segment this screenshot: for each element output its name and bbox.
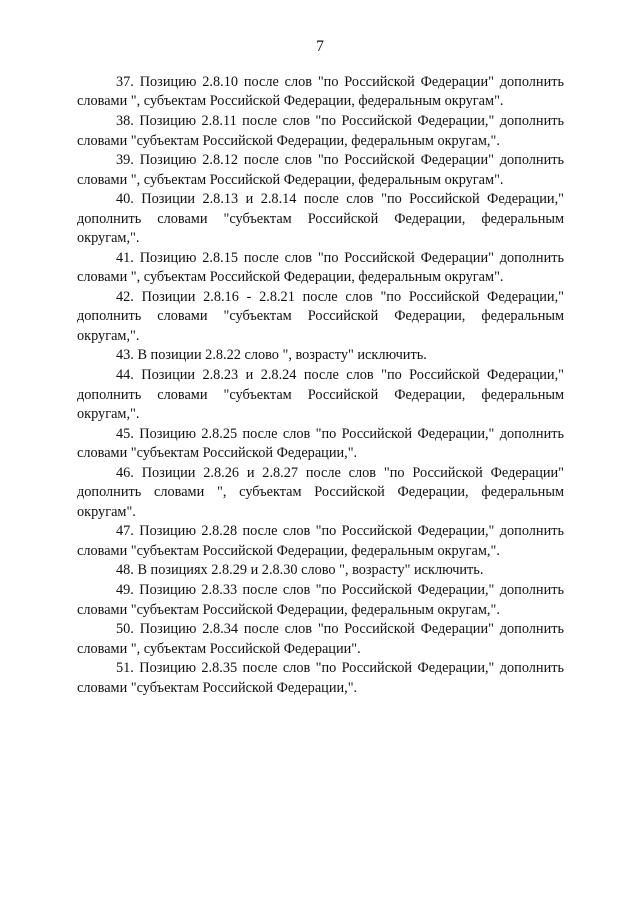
paragraph-41: 41. Позицию 2.8.15 после слов "по Российской Федерации" дополнить словами ", субъектам Российской Федерации, федеральным округам". — [77, 249, 564, 286]
paragraph-45: 45. Позицию 2.8.25 после слов "по Российской Федерации," дополнить словами "субъектам Российской Федерации,". — [77, 425, 564, 462]
paragraph-47: 47. Позицию 2.8.28 после слов "по Российской Федерации," дополнить словами "субъектам Российской Федерации, федеральным округам,". — [77, 523, 564, 559]
paragraph-42: 42. Позиции 2.8.16 - 2.8.21 после слов "по Российской Федерации," дополнить словами "субъектам Российской Федерации, федеральным округам,". — [77, 288, 564, 344]
paragraph-44: 44. Позиции 2.8.23 и 2.8.24 после слов "по Российской Федерации," дополнить словами "субъектам Российской Федерации, федеральным округам,". — [77, 367, 564, 422]
paragraph-46: 46. Позиции 2.8.26 и 2.8.27 после слов "по Российской Федерации" дополнить словами ", субъектам Российской Федерации, федеральным округам". — [77, 464, 564, 520]
page-number: 7 — [316, 38, 324, 55]
document-body — [77, 73, 564, 698]
paragraph-43: 43. В позиции 2.8.22 слово ", возрасту" исключить. — [116, 347, 427, 364]
paragraph-39: 39. Позицию 2.8.12 после слов "по Российской Федерации" дополнить словами ", субъектам Российской Федерации, федеральным округам". — [77, 152, 564, 188]
paragraph-51: 51. Позицию 2.8.35 после слов "по Российской Федерации," дополнить словами "субъектам Российской Федерации,". — [77, 660, 564, 696]
paragraph-37: 37. Позицию 2.8.10 после слов "по Российской Федерации" дополнить словами ", субъектам Российской Федерации, федеральным округам". — [77, 74, 564, 110]
paragraph-38: 38. Позицию 2.8.11 после слов "по Российской Федерации," дополнить словами "субъектам Российской Федерации, федеральным округам,". — [77, 113, 564, 149]
paragraph-48: 48. В позициях 2.8.29 и 2.8.30 слово ", возрасту" исключить. — [116, 562, 484, 579]
paragraph-49: 49. Позицию 2.8.33 после слов "по Российской Федерации," дополнить словами "субъектам Российской Федерации, федеральным округам,". — [77, 582, 564, 618]
paragraph-40: 40. Позиции 2.8.13 и 2.8.14 после слов "по Российской Федерации," дополнить словами "субъектам Российской Федерации, федеральным округам,". — [77, 191, 564, 247]
paragraph-50: 50. Позицию 2.8.34 после слов "по Российской Федерации" дополнить словами ", субъектам Российской Федерации". — [77, 621, 564, 657]
